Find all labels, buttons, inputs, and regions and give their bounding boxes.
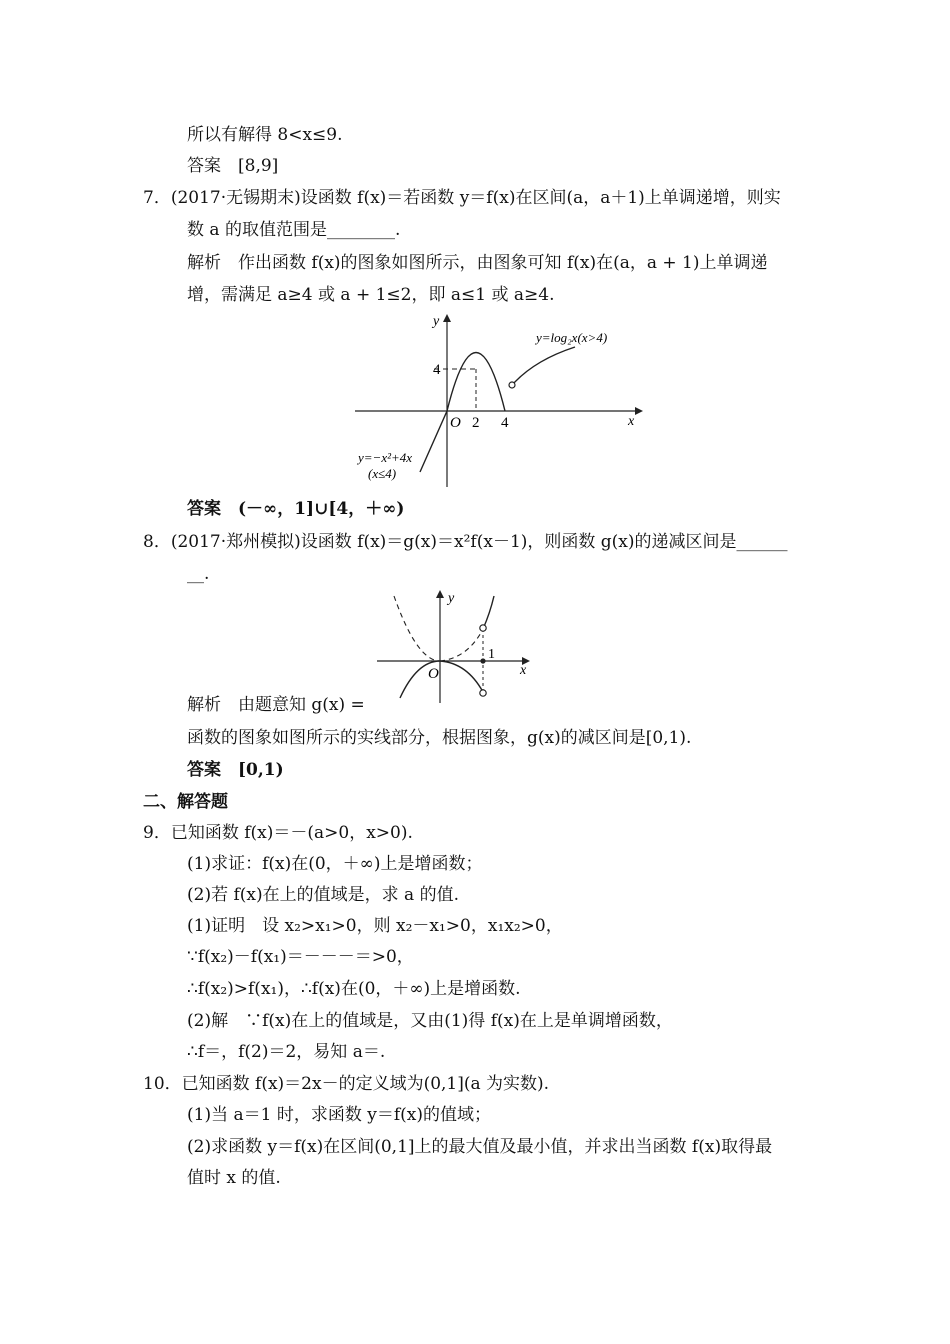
question-9-part1: (1)求证：f(x)在(0，＋∞)上是增函数； xyxy=(187,854,483,874)
fig1-tick-2: 2 xyxy=(472,415,480,431)
analysis-8: 解析 由题意知 g(x) = xyxy=(187,695,365,715)
fig2-y-arrow-icon xyxy=(436,590,444,598)
fig1-log-label: y=log₂x(x>4) xyxy=(536,330,608,345)
question-8: 8．(2017·郑州模拟)设函数 f(x)＝g(x)＝x²f(x－1)，则函数 g(x)的递减区间是______ xyxy=(143,532,788,552)
fig2-dashed-right xyxy=(440,629,483,661)
fig2-x-label: x xyxy=(520,663,527,678)
fig1-log-curve xyxy=(513,347,575,384)
question-10-part2: (2)求函数 y＝f(x)在区间(0,1]上的最大值及最小值，并求出当函数 f(x)取得最 xyxy=(187,1137,773,1157)
line-1: 所以有解得 8<x≤9. xyxy=(187,125,343,145)
fig2-dashed-left xyxy=(394,596,440,661)
answer-7: 答案 (－∞，1]∪[4，＋∞) xyxy=(187,499,405,519)
question-7: 7．(2017·无锡期末)设函数 f(x)＝若函数 y＝f(x)在区间(a，a＋1)上单调递增，则实 xyxy=(143,188,781,208)
analysis-7-cont: 增，需满足 a≥4 或 a + 1≤2，即 a≤1 或 a≥4. xyxy=(187,285,555,305)
fig2-origin-label: O xyxy=(428,666,439,682)
fig1-quad-label-1: y=−x²+4x xyxy=(358,450,413,465)
fig1-y-label: y xyxy=(433,314,440,329)
question-9-part2: (2)若 f(x)在上的值域是，求 a 的值. xyxy=(187,885,459,905)
analysis-8-cont: 函数的图象如图所示的实线部分，根据图象，g(x)的减区间是[0,1). xyxy=(187,728,692,748)
fig2-open-point-top xyxy=(480,625,486,631)
fig2-tick-1: 1 xyxy=(488,647,495,662)
question-7-cont: 数 a 的取值范围是________. xyxy=(187,220,401,240)
fig1-x-arrow-icon xyxy=(635,407,643,415)
fig1-quad-label-2: (x≤4) xyxy=(368,466,397,481)
question-10-part2-cont: 值时 x 的值. xyxy=(187,1168,281,1188)
fig1-open-point xyxy=(509,382,515,388)
proof-9-1: (1)证明 设 x₂>x₁>0，则 x₂－x₁>0，x₁x₂>0， xyxy=(187,916,563,936)
fig1-tick-4: 4 xyxy=(501,415,509,431)
question-9: 9．已知函数 f(x)＝－(a>0，x>0). xyxy=(143,823,413,843)
solution-9-2: ∴f＝，f(2)＝2，易知 a＝. xyxy=(187,1042,386,1062)
question-8-cont: __. xyxy=(187,564,210,584)
solution-9-1: (2)解 ∵f(x)在上的值域是，又由(1)得 f(x)在上是单调增函数， xyxy=(187,1011,673,1031)
section-heading: 二、解答题 xyxy=(143,792,228,812)
fig2-open-point-bottom xyxy=(480,690,486,696)
question-10: 10．已知函数 f(x)＝2x－的定义域为(0,1](a 为实数). xyxy=(143,1074,550,1094)
figure-1-graph xyxy=(350,312,650,490)
proof-9-3: ∴f(x₂)>f(x₁)，∴f(x)在(0，＋∞)上是增函数. xyxy=(187,979,521,999)
fig1-origin-label: O xyxy=(450,415,461,431)
analysis-7: 解析 作出函数 f(x)的图象如图所示，由图象可知 f(x)在(a，a + 1)上单调递 xyxy=(187,253,768,273)
fig2-solid-right xyxy=(483,596,494,629)
answer-6: 答案 [8,9] xyxy=(187,156,279,176)
fig1-y-arrow-icon xyxy=(443,314,451,322)
figure-2-graph xyxy=(372,588,537,706)
fig1-ytick-4: 4 xyxy=(433,362,441,378)
question-10-part1: (1)当 a＝1 时，求函数 y＝f(x)的值域； xyxy=(187,1105,491,1125)
fig1-x-label: x xyxy=(628,414,635,429)
proof-9-2: ∵f(x₂)－f(x₁)＝－－－＝>0， xyxy=(187,947,414,967)
fig2-solid-mid xyxy=(440,661,483,692)
fig2-y-label: y xyxy=(448,591,455,606)
answer-8: 答案 [0,1) xyxy=(187,760,284,780)
fig2-solid-point xyxy=(480,658,485,663)
